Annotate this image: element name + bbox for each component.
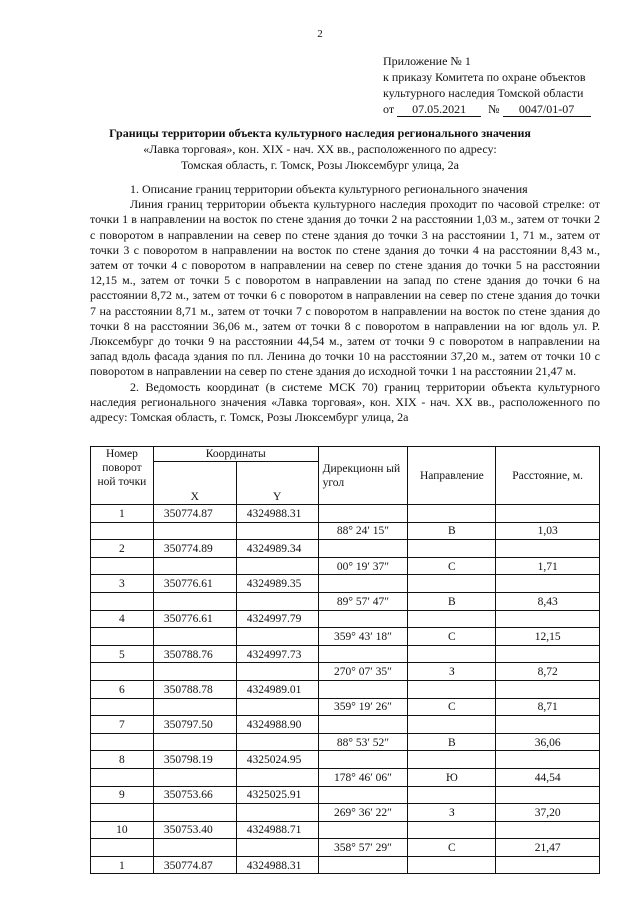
empty-cell xyxy=(408,540,496,558)
appendix-date-line xyxy=(383,101,623,117)
empty-cell xyxy=(318,575,408,593)
distance: 1,71 xyxy=(496,557,600,575)
point-number: 7 xyxy=(91,716,154,734)
direction-angle: 88° 53′ 52″ xyxy=(318,733,408,751)
coordinates-table xyxy=(90,446,600,874)
empty-cell xyxy=(153,557,236,575)
empty-cell xyxy=(236,839,318,857)
table-row xyxy=(91,856,600,874)
empty-cell xyxy=(496,786,600,804)
direction-angle: 89° 57′ 47″ xyxy=(318,592,408,610)
empty-cell xyxy=(408,505,496,523)
coord-x: 350776.61 xyxy=(153,575,236,593)
table-row xyxy=(91,680,600,698)
distance: 36,06 xyxy=(496,733,600,751)
empty-cell xyxy=(496,540,600,558)
appendix-block xyxy=(383,53,623,117)
distance: 12,15 xyxy=(496,628,600,646)
empty-cell xyxy=(236,557,318,575)
table-row xyxy=(91,592,600,610)
empty-cell xyxy=(91,804,154,822)
coord-y: 4324989.01 xyxy=(236,680,318,698)
point-number: 1 xyxy=(91,505,154,523)
header-coordinates: Координаты xyxy=(153,447,318,462)
empty-cell xyxy=(153,628,236,646)
empty-cell xyxy=(318,751,408,769)
point-number: 10 xyxy=(91,821,154,839)
empty-cell xyxy=(496,645,600,663)
table-row xyxy=(91,698,600,716)
empty-cell xyxy=(91,663,154,681)
direction-angle: 269° 36′ 22″ xyxy=(318,804,408,822)
direction: В xyxy=(408,733,496,751)
coord-y: 4324988.31 xyxy=(236,505,318,523)
coord-x: 350774.87 xyxy=(153,856,236,874)
table-row xyxy=(91,610,600,628)
coord-x: 350774.89 xyxy=(153,540,236,558)
direction: С xyxy=(408,628,496,646)
coord-y: 4325024.95 xyxy=(236,751,318,769)
empty-cell xyxy=(496,856,600,874)
coordinates-table-body xyxy=(91,505,600,874)
empty-cell xyxy=(408,610,496,628)
empty-cell xyxy=(496,751,600,769)
direction: В xyxy=(408,592,496,610)
coord-y: 4325025.91 xyxy=(236,786,318,804)
direction: З xyxy=(408,663,496,681)
coord-y: 4324997.73 xyxy=(236,645,318,663)
empty-cell xyxy=(318,716,408,734)
empty-cell xyxy=(236,733,318,751)
empty-cell xyxy=(318,645,408,663)
table-row xyxy=(91,557,600,575)
date-prefix: от xyxy=(383,102,395,116)
empty-cell xyxy=(496,716,600,734)
coord-x: 350753.40 xyxy=(153,821,236,839)
coord-y: 4324997.79 xyxy=(236,610,318,628)
table-row xyxy=(91,821,600,839)
coord-y: 4324988.31 xyxy=(236,856,318,874)
coord-y: 4324988.90 xyxy=(236,716,318,734)
table-row xyxy=(91,522,600,540)
empty-cell xyxy=(91,733,154,751)
table-row xyxy=(91,733,600,751)
empty-cell xyxy=(153,698,236,716)
empty-cell xyxy=(236,522,318,540)
point-number: 6 xyxy=(91,680,154,698)
direction: С xyxy=(408,839,496,857)
empty-cell xyxy=(236,628,318,646)
empty-cell xyxy=(153,804,236,822)
direction: С xyxy=(408,557,496,575)
empty-cell xyxy=(236,768,318,786)
point-number: 9 xyxy=(91,786,154,804)
coord-x: 350797.50 xyxy=(153,716,236,734)
coord-x: 350774.87 xyxy=(153,505,236,523)
coord-y: 4324988.71 xyxy=(236,821,318,839)
distance: 8,43 xyxy=(496,592,600,610)
table-row xyxy=(91,716,600,734)
empty-cell xyxy=(153,768,236,786)
header-direction: Направление xyxy=(408,447,496,505)
direction-angle: 358° 57′ 29″ xyxy=(318,839,408,857)
empty-cell xyxy=(91,522,154,540)
empty-cell xyxy=(91,628,154,646)
empty-cell xyxy=(153,522,236,540)
direction: З xyxy=(408,804,496,822)
empty-cell xyxy=(318,505,408,523)
empty-cell xyxy=(408,575,496,593)
empty-cell xyxy=(91,839,154,857)
header-y: Y xyxy=(236,462,318,505)
page-number: 2 xyxy=(317,28,323,40)
empty-cell xyxy=(153,592,236,610)
point-number: 1 xyxy=(91,856,154,874)
document-title xyxy=(60,125,580,173)
title-line-3: Томская область, г. Томск, Розы Люксембург улица, 2а xyxy=(180,158,460,172)
empty-cell xyxy=(153,839,236,857)
direction: В xyxy=(408,522,496,540)
title-line-1: Границы территории объекта культурного наследия регионального значения xyxy=(109,126,531,140)
coord-x: 350776.61 xyxy=(153,610,236,628)
empty-cell xyxy=(408,786,496,804)
empty-cell xyxy=(408,856,496,874)
point-number: 8 xyxy=(91,751,154,769)
number-prefix: № xyxy=(488,102,500,116)
empty-cell xyxy=(91,557,154,575)
point-number: 5 xyxy=(91,645,154,663)
coord-y: 4324989.35 xyxy=(236,575,318,593)
coord-x: 350788.78 xyxy=(153,680,236,698)
distance: 21,47 xyxy=(496,839,600,857)
empty-cell xyxy=(318,856,408,874)
table-row xyxy=(91,645,600,663)
empty-cell xyxy=(408,751,496,769)
distance: 44,54 xyxy=(496,768,600,786)
empty-cell xyxy=(496,505,600,523)
title-line-2: «Лавка торговая», кон. XIX - нач. XX вв., расположенного по адресу: xyxy=(143,142,497,156)
table-row xyxy=(91,663,600,681)
empty-cell xyxy=(318,786,408,804)
empty-cell xyxy=(408,716,496,734)
empty-cell xyxy=(408,821,496,839)
empty-cell xyxy=(236,663,318,681)
table-row xyxy=(91,575,600,593)
direction-angle: 270° 07′ 35″ xyxy=(318,663,408,681)
coord-x: 350788.76 xyxy=(153,645,236,663)
appendix-line-3: культурного наследия Томской области xyxy=(383,86,584,100)
empty-cell xyxy=(408,680,496,698)
empty-cell xyxy=(236,592,318,610)
coord-y: 4324989.34 xyxy=(236,540,318,558)
empty-cell xyxy=(91,768,154,786)
empty-cell xyxy=(153,733,236,751)
empty-cell xyxy=(318,540,408,558)
direction-angle: 00° 19′ 37″ xyxy=(318,557,408,575)
section2-text: 2. Ведомость координат (в системе МСК 70) границ территории объекта культурного наследия регионального значения «Лавка торговая», кон. XIX - нач. XX вв., расположенного по адресу: Томская область, г. Томск, Розы Люксембург улица, 2а xyxy=(90,379,600,425)
empty-cell xyxy=(91,592,154,610)
order-number: 0047/01-07 xyxy=(503,103,591,117)
direction: С xyxy=(408,698,496,716)
point-number: 3 xyxy=(91,575,154,593)
coord-x: 350798.19 xyxy=(153,751,236,769)
distance: 8,71 xyxy=(496,698,600,716)
empty-cell xyxy=(236,804,318,822)
section1-heading: 1. Описание границ территории объекта культурного регионального значения xyxy=(130,182,528,196)
appendix-line-2: к приказу Комитета по охране объектов xyxy=(383,70,586,84)
table-row xyxy=(91,768,600,786)
header-angle: Дирекционн ый угол xyxy=(318,447,408,505)
empty-cell xyxy=(408,645,496,663)
table-row xyxy=(91,839,600,857)
header-x: X xyxy=(153,462,236,505)
appendix-line-1: Приложение № 1 xyxy=(383,54,471,68)
document-body xyxy=(90,182,600,425)
direction-angle: 359° 43′ 18″ xyxy=(318,628,408,646)
table-row xyxy=(91,804,600,822)
empty-cell xyxy=(318,821,408,839)
empty-cell xyxy=(496,575,600,593)
table-row xyxy=(91,540,600,558)
table-row xyxy=(91,751,600,769)
empty-cell xyxy=(496,821,600,839)
direction-angle: 359° 19′ 26″ xyxy=(318,698,408,716)
distance: 37,20 xyxy=(496,804,600,822)
section1-text: Линия границ территории объекта культурного наследия проходит по часовой стрелке: от точки 1 в направлении на восток по стене здания до точки 2 на расстоянии 1,03 м., затем от точки 2 с поворотом в направлении на север по стене здания до точки 3 на расстоянии 1, 71 м., затем от точки 3 с поворотом в направлении на восток по стене здания до точки 4 на расстоянии 8,43 м., затем от точки 4 с поворотом в направлении на север по стене здания до точки 5 на расстоянии 12,15 м., затем от точки 5 с поворотом в направлении на запад по стене здания до точки 6 на расстоянии 8,72 м., затем от точки 6 с поворотом в направлении на север по стене здания до точки 7 на расстоянии 8,71 м., затем от точки 7 с поворотом в направлении на восток по стене здания до точки 8 на расстоянии 36,06 м., затем от точки 8 с поворотом в направлении на юг вдоль ул. Р. Люксембург до точки 9 на расстоянии 44,54 м., затем от точки 9 с поворотом в направлении на запад вдоль фасада здания по пл. Ленина до точки 10 на расстоянии 37,20 м., затем от точки 10 с поворотом в направлении на север по стене здания до исходной точки 1 на расстоянии 21,47 м. xyxy=(90,197,600,379)
point-number: 4 xyxy=(91,610,154,628)
empty-cell xyxy=(318,610,408,628)
table-row xyxy=(91,628,600,646)
point-number: 2 xyxy=(91,540,154,558)
header-distance: Расстояние, м. xyxy=(496,447,600,505)
direction-angle: 88° 24′ 15″ xyxy=(318,522,408,540)
table-row xyxy=(91,786,600,804)
header-point: Номер поворот ной точки xyxy=(91,447,154,505)
empty-cell xyxy=(318,680,408,698)
order-date: 07.05.2021 xyxy=(397,103,481,117)
distance: 1,03 xyxy=(496,522,600,540)
empty-cell xyxy=(496,610,600,628)
table-row xyxy=(91,505,600,523)
direction-angle: 178° 46′ 06″ xyxy=(318,768,408,786)
empty-cell xyxy=(91,698,154,716)
direction: Ю xyxy=(408,768,496,786)
distance: 8,72 xyxy=(496,663,600,681)
empty-cell xyxy=(153,663,236,681)
empty-cell xyxy=(236,698,318,716)
coord-x: 350753.66 xyxy=(153,786,236,804)
empty-cell xyxy=(496,680,600,698)
